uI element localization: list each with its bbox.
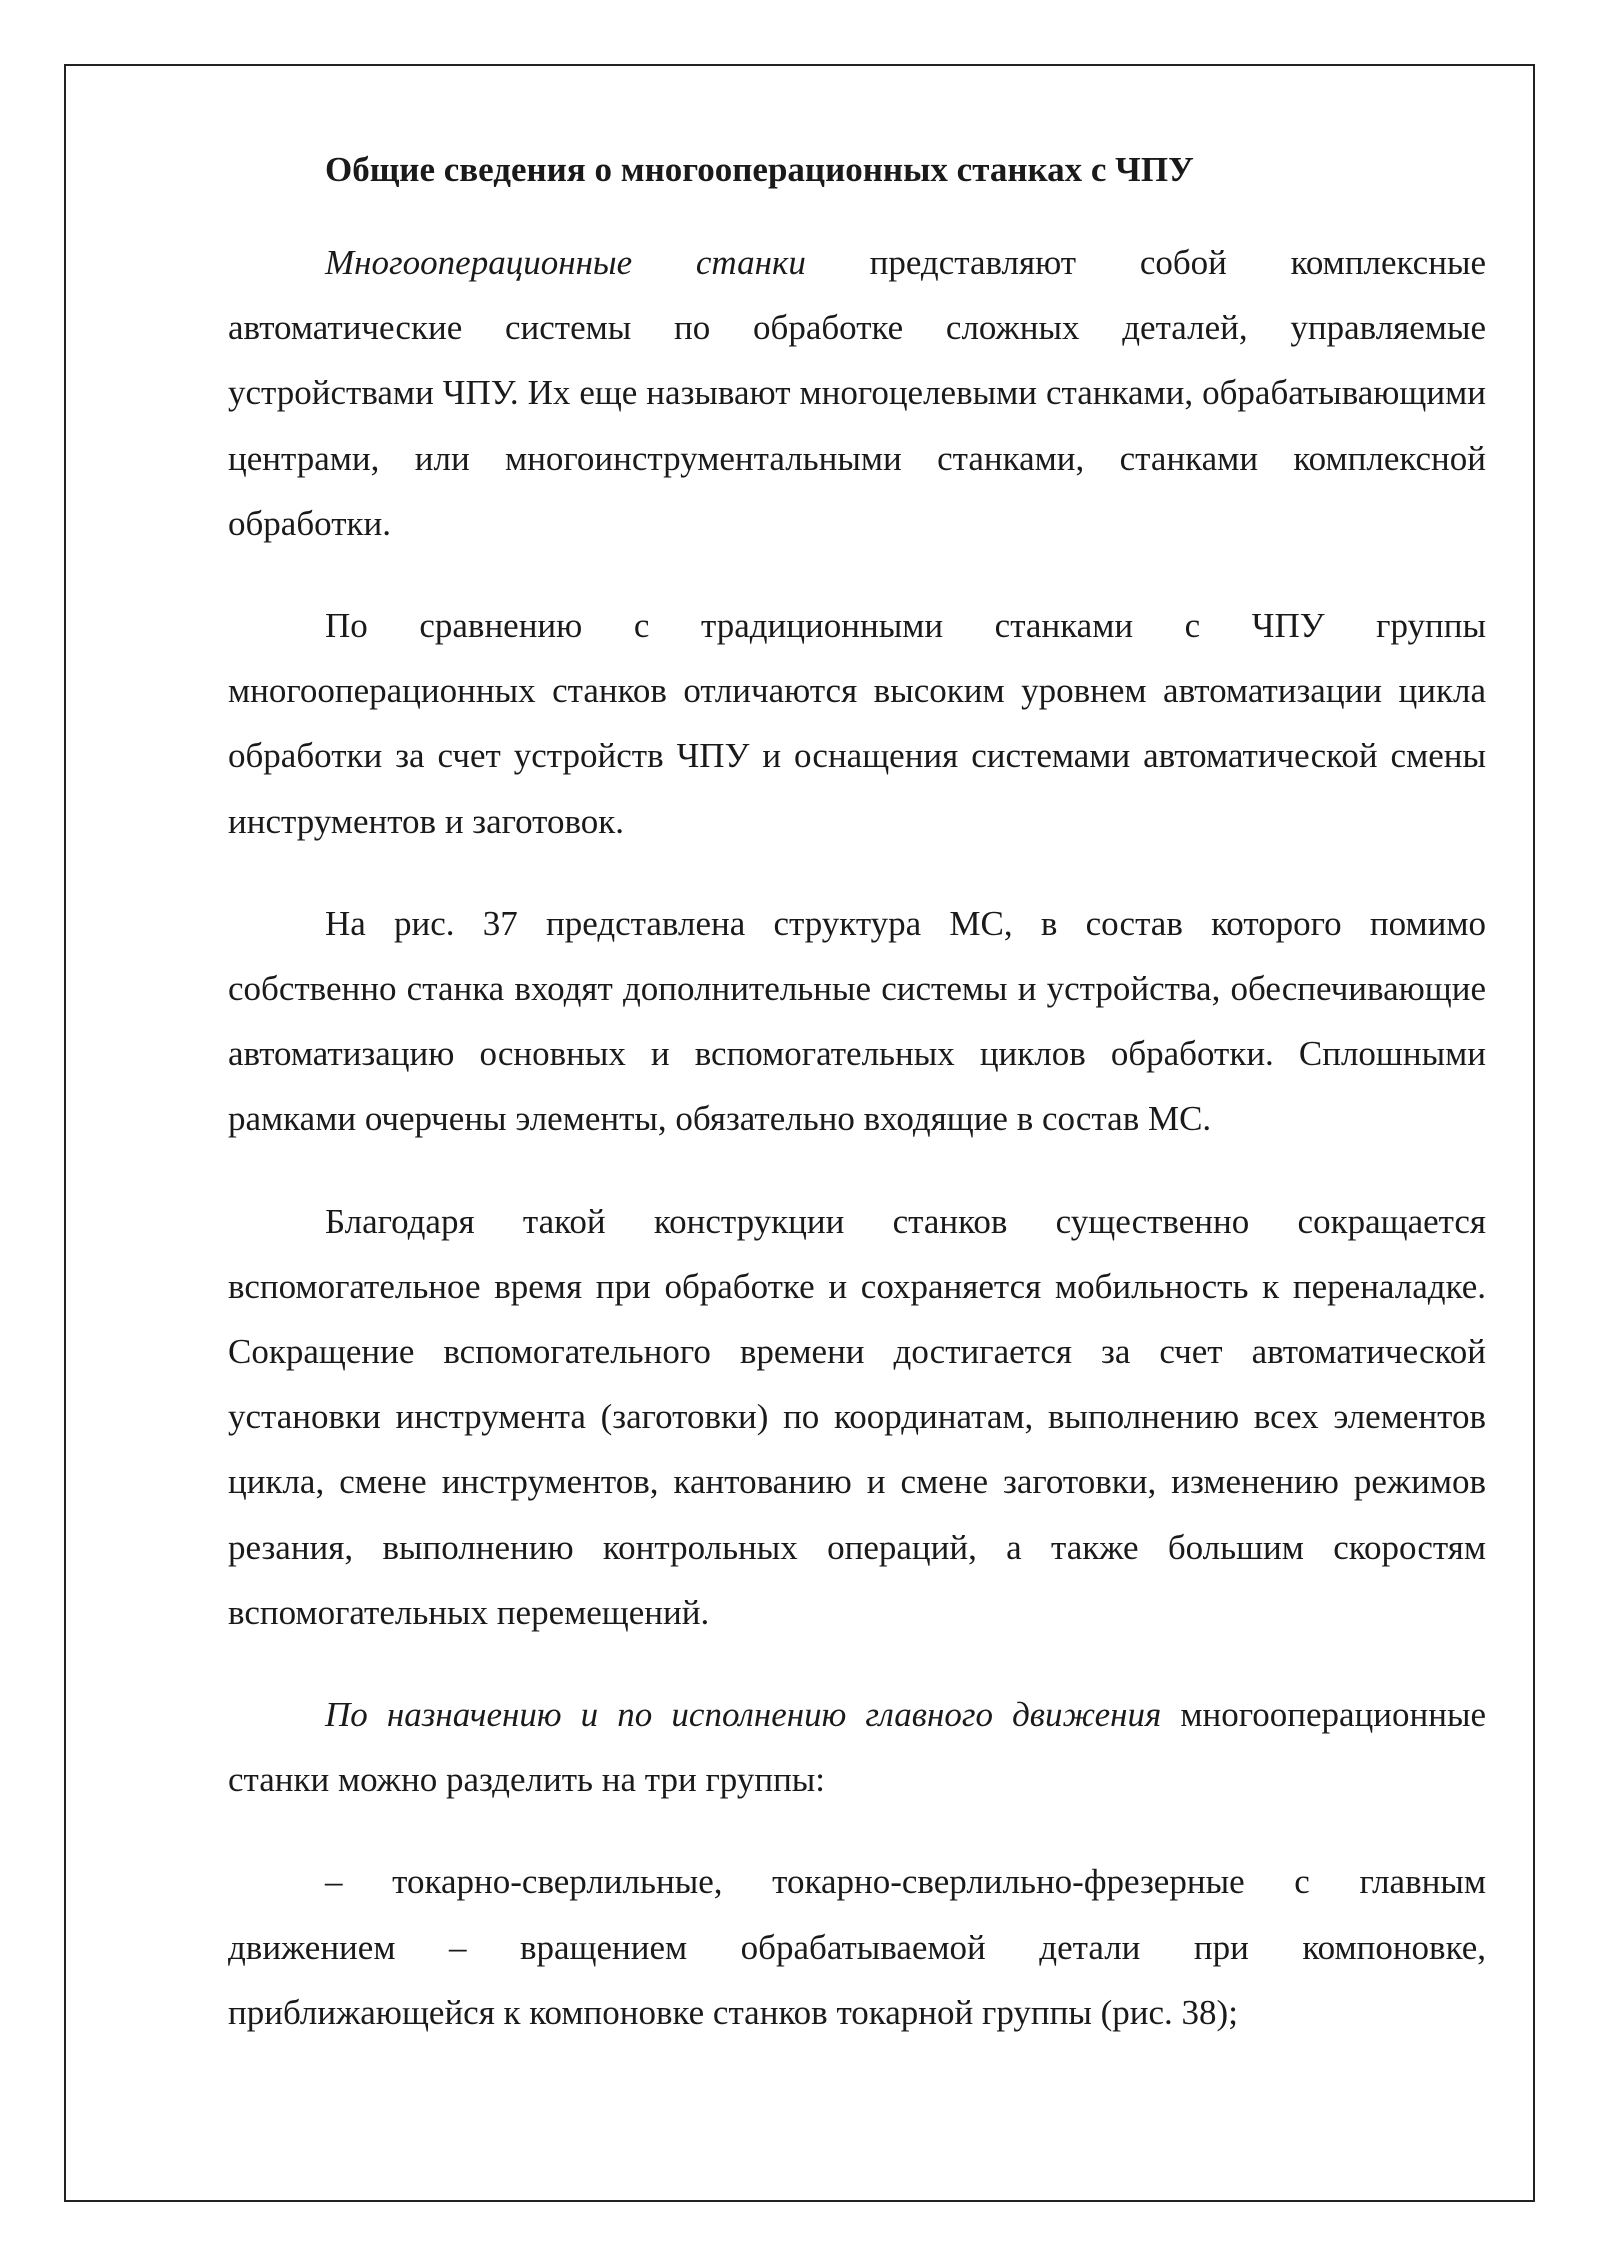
paragraph-2 bbox=[228, 593, 1486, 854]
paragraph-6 bbox=[228, 1849, 1486, 2045]
paragraph-3 bbox=[228, 891, 1486, 1152]
paragraph-4 bbox=[228, 1189, 1486, 1645]
paragraph-2-text: По сравнению с традиционными станками с ЧПУ группы многооперационных станков отличаются высоким уровнем автоматизации цикла обработки за счет устройств ЧПУ и оснащения системами автоматической смены инструментов и заготовок. bbox=[228, 606, 1486, 841]
paragraph-5-text: многооперационные станки можно разделить на три группы: bbox=[228, 1695, 1486, 1800]
paragraph-4-text: Благодаря такой конструкции станков существенно сокращается вспомогательное время при обработке и сохраняется мобильность к переналадке. Сокращение вспомогательного времени достигается за счет автоматической установки инструмента (заготовки) по координатам, выполнению всех элементов цикла, смене инструментов, кантованию и смене заготовки, изменению режимов резания, выполнению контрольных операций, а также большим скоростям вспомогательных перемещений. bbox=[228, 1201, 1486, 1632]
document-title: Общие сведения о многооперационных станках с ЧПУ bbox=[325, 150, 1194, 189]
paragraph-3-text: На рис. 37 представлена структура МС, в состав которого помимо собственно станка входят дополнительные системы и устройства, обеспечивающие автоматизацию основных и вспомогательных циклов обработки. Сплошными рамками очерчены элементы, обязательно входящие в состав МС. bbox=[228, 903, 1486, 1139]
paragraph-1-text: представляют собой комплексные автоматические системы по обработке сложных деталей, управляемые устройствами ЧПУ. Их еще называют многоцелевыми станками, обрабатывающими центрами, или многоинструментальными станками, станками комплексной обработки. bbox=[228, 243, 1486, 543]
paragraph-1-italic-lead: Многооперационные станки bbox=[325, 243, 806, 282]
paragraph-5 bbox=[228, 1682, 1486, 1812]
paragraph-1 bbox=[228, 230, 1486, 556]
paragraph-6-text: – токарно-сверлильные, токарно-сверлильно-фрезерные с главным движением – вращением обрабатываемой детали при компоновке, приближающейся к компоновке станков токарной группы (рис. 38); bbox=[228, 1862, 1486, 2032]
paragraph-5-italic-lead: По назначению и по исполнению главного движения bbox=[325, 1695, 1162, 1735]
document-body bbox=[228, 150, 1486, 2082]
